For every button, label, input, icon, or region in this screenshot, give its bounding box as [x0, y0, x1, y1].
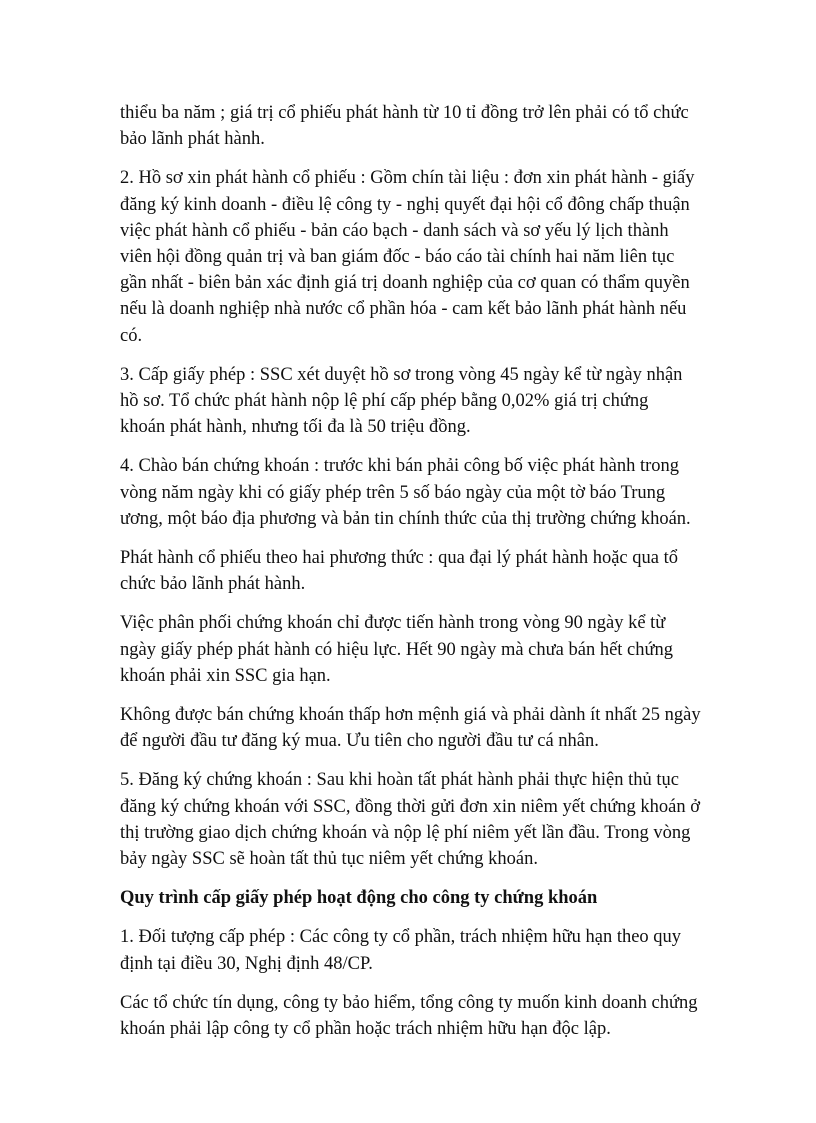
text-line: 3. Cấp giấy phép : SSC xét duyệt hồ sơ trong vòng 45 ngày kể từ ngày nhận — [120, 364, 683, 385]
text-line: bảo lãnh phát hành. — [120, 129, 265, 150]
paragraph-pricing-rules — [120, 702, 705, 754]
text-line: đăng ký chứng khoán với SSC, đồng thời gửi đơn xin niêm yết chứng khoán ở — [120, 796, 700, 817]
paragraph-application-dossier — [120, 165, 705, 348]
text-line: gần nhất - biên bản xác định giá trị doanh nghiệp của cơ quan có thẩm quyền — [120, 273, 690, 294]
text-line: việc phát hành cổ phiếu - bản cáo bạch - danh sách và sơ yếu lý lịch thành — [120, 220, 669, 241]
text-line: ương, một báo địa phương và bản tin chính thức của thị trường chứng khoán. — [120, 508, 691, 529]
section-heading — [120, 885, 705, 911]
heading-text: Quy trình cấp giấy phép hoạt động cho công ty chứng khoán — [120, 888, 598, 909]
paragraph-licensing-subjects — [120, 924, 705, 976]
paragraph-distribution-period — [120, 610, 705, 689]
text-line: Không được bán chứng khoán thấp hơn mệnh giá và phải dành ít nhất 25 ngày — [120, 705, 701, 726]
text-line: khoán phát hành, nhưng tối đa là 50 triệu đồng. — [120, 417, 471, 438]
text-line: khoán phải lập công ty cổ phần hoặc trách nhiệm hữu hạn độc lập. — [120, 1019, 611, 1040]
text-line: hồ sơ. Tổ chức phát hành nộp lệ phí cấp phép bằng 0,02% giá trị chứng — [120, 391, 649, 412]
text-line: 5. Đăng ký chứng khoán : Sau khi hoàn tất phát hành phải thực hiện thủ tục — [120, 770, 680, 791]
paragraph-issuance-methods — [120, 545, 705, 597]
text-line: Các tổ chức tín dụng, công ty bảo hiểm, tổng công ty muốn kinh doanh chứng — [120, 992, 698, 1013]
paragraph-license-granting — [120, 362, 705, 441]
paragraph-securities-offering — [120, 453, 705, 532]
text-line: 2. Hồ sơ xin phát hành cổ phiếu : Gồm chín tài liệu : đơn xin phát hành - giấy — [120, 168, 695, 189]
text-line: có. — [120, 325, 143, 346]
text-line: Việc phân phối chứng khoán chỉ được tiến hành trong vòng 90 ngày kể từ — [120, 613, 666, 634]
paragraph-securities-registration — [120, 767, 705, 872]
text-line: vòng năm ngày khi có giấy phép trên 5 số báo ngày của một tờ báo Trung — [120, 482, 666, 503]
text-line: nếu là doanh nghiệp nhà nước cổ phần hóa - cam kết bảo lãnh phát hành nếu — [120, 299, 687, 320]
text-line: đăng ký kinh doanh - điều lệ công ty - nghị quyết đại hội cổ đông chấp thuận — [120, 194, 690, 215]
paragraph-issuance-conditions-end — [120, 100, 705, 152]
text-line: khoán phải xin SSC gia hạn. — [120, 665, 331, 686]
text-line: Phát hành cổ phiếu theo hai phương thức : qua đại lý phát hành hoặc qua tổ — [120, 548, 678, 569]
text-line: chức bảo lãnh phát hành. — [120, 574, 306, 595]
text-line: 1. Đối tượng cấp phép : Các công ty cổ phần, trách nhiệm hữu hạn theo quy — [120, 927, 682, 948]
text-line: thiểu ba năm ; giá trị cổ phiếu phát hành từ 10 tỉ đồng trở lên phải có tổ chức — [120, 103, 689, 123]
document-body — [120, 100, 705, 1055]
paragraph-credit-institutions — [120, 990, 705, 1042]
text-line: thị trường giao dịch chứng khoán và nộp lệ phí niêm yết lần đầu. Trong vòng — [120, 822, 691, 843]
text-line: 4. Chào bán chứng khoán : trước khi bán phải công bố việc phát hành trong — [120, 456, 680, 477]
text-line: bảy ngày SSC sẽ hoàn tất thủ tục niêm yết chứng khoán. — [120, 849, 538, 870]
text-line: viên hội đồng quản trị và ban giám đốc - báo cáo tài chính hai năm liên tục — [120, 247, 675, 268]
text-line: ngày giấy phép phát hành có hiệu lực. Hết 90 ngày mà chưa bán hết chứng — [120, 639, 674, 660]
text-line: để người đầu tư đăng ký mua. Ưu tiên cho người đầu tư cá nhân. — [120, 731, 599, 752]
text-line: định tại điều 30, Nghị định 48/CP. — [120, 953, 373, 974]
